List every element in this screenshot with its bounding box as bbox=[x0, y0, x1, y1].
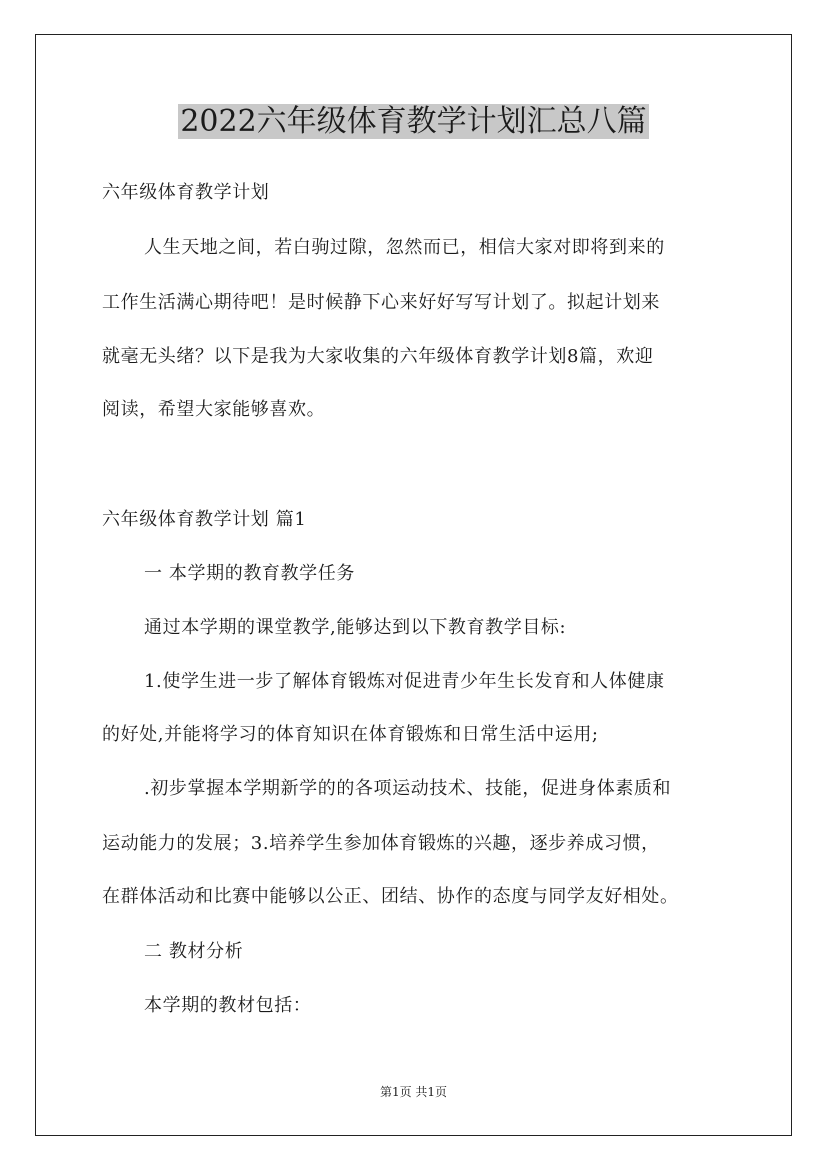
section-heading: 六年级体育教学计划 bbox=[102, 182, 270, 203]
paragraph-line: 通过本学期的课堂教学,能够达到以下教育教学目标: bbox=[144, 617, 567, 638]
paragraph-line: 本学期的教材包括： bbox=[144, 995, 312, 1016]
document-title bbox=[0, 102, 827, 142]
paragraph-line: 工作生活满心期待吧！是时候静下心来好好写写计划了。拟起计划来 bbox=[102, 292, 660, 313]
paragraph-line: 1.使学生进一步了解体育锻炼对促进青少年生长发育和人体健康 bbox=[144, 671, 665, 692]
section-heading: 六年级体育教学计划 篇1 bbox=[102, 509, 307, 530]
paragraph-line: 的好处,并能将学习的体育知识在体育锻炼和日常生活中运用; bbox=[102, 724, 599, 745]
paragraph-line: 运动能力的发展；3.培养学生参加体育锻炼的兴趣，逐步养成习惯， bbox=[102, 833, 660, 854]
paragraph-line: 阅读，希望大家能够喜欢。 bbox=[102, 399, 326, 420]
document-title-text: 2022六年级体育教学计划汇总八篇 bbox=[180, 104, 647, 139]
paragraph-line: 就毫无头绪？以下是我为大家收集的六年级体育教学计划8篇，欢迎 bbox=[102, 346, 654, 367]
subsection-heading: 一 本学期的教育教学任务 bbox=[144, 563, 355, 584]
page-number: 第1页 共1页 bbox=[379, 1085, 448, 1099]
paragraph-line: 在群体活动和比赛中能够以公正、团结、协作的态度与同学友好相处。 bbox=[102, 886, 679, 907]
subsection-heading: 二 教材分析 bbox=[144, 941, 244, 962]
paragraph-line: 人生天地之间，若白驹过隙，忽然而已，相信大家对即将到来的 bbox=[144, 237, 665, 258]
paragraph-line: .初步掌握本学期新学的的各项运动技术、技能，促进身体素质和 bbox=[144, 778, 672, 799]
